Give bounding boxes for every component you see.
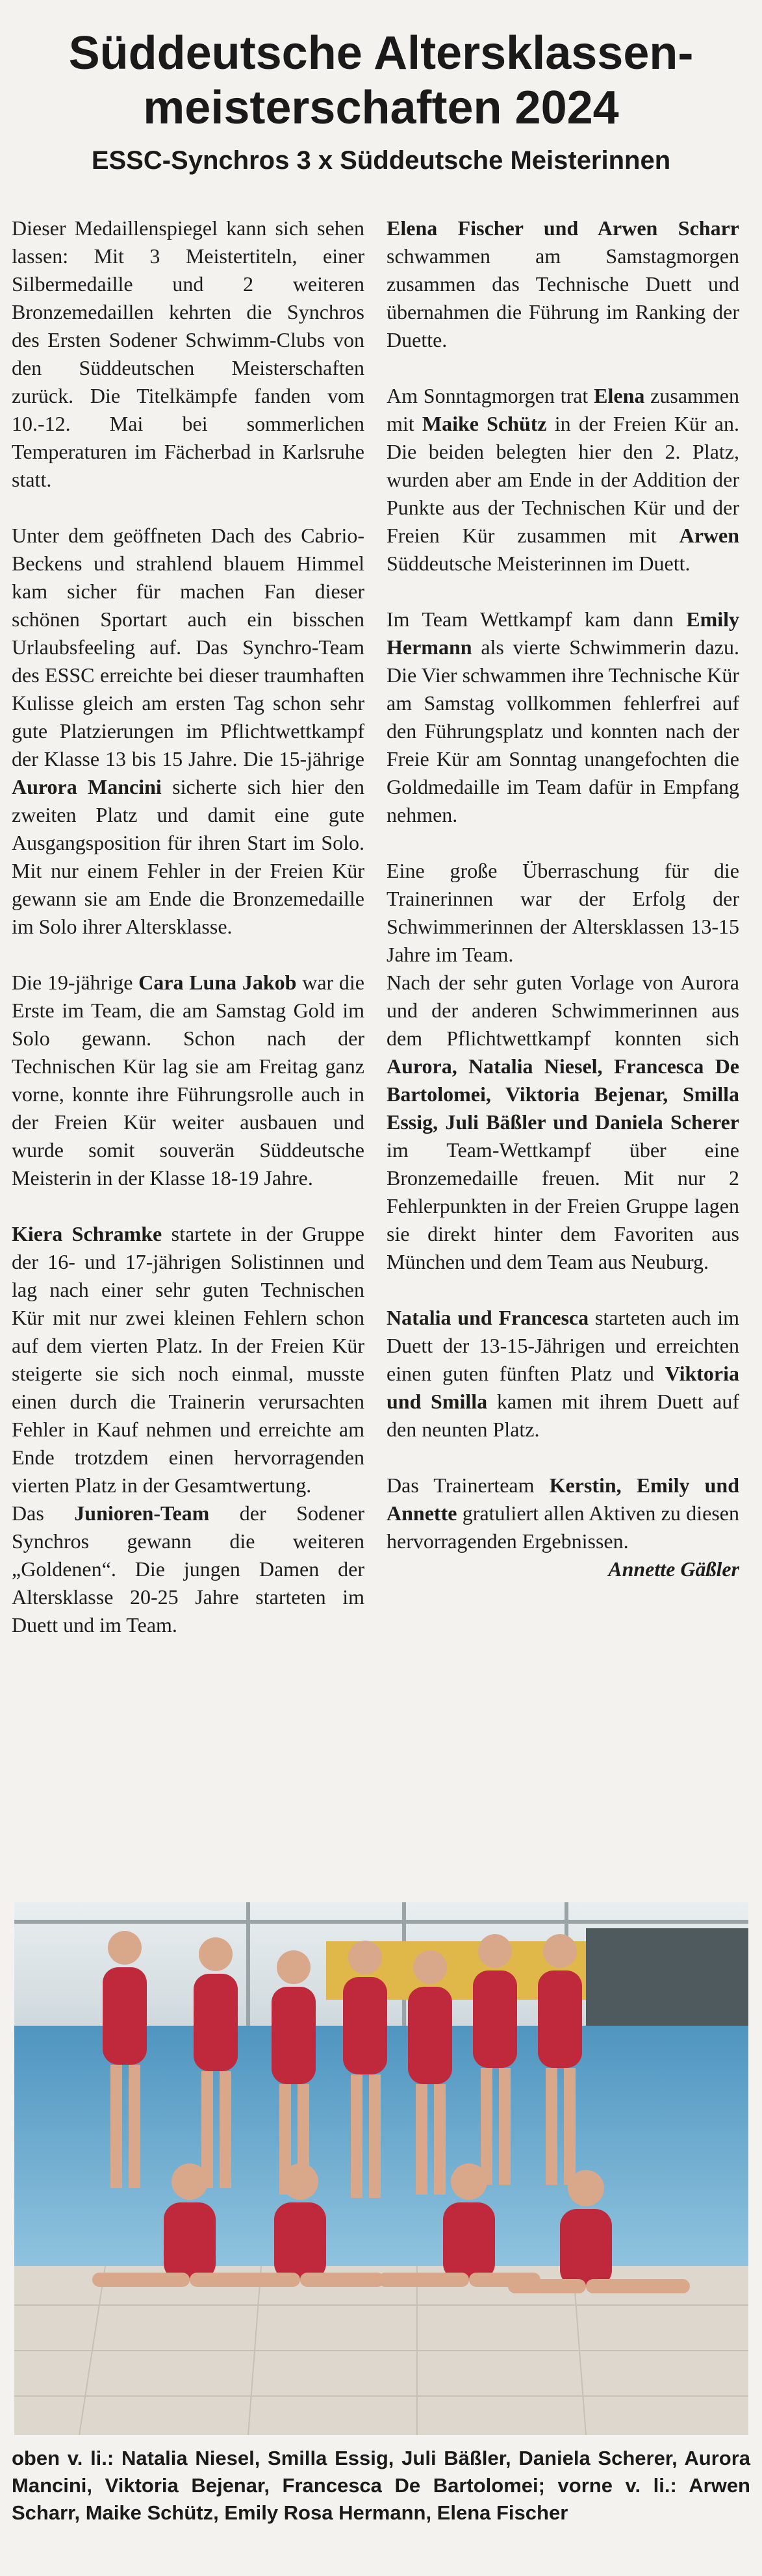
text: in der Freien Kür an. Die beiden belegten hier den 2. Platz, wurden aber am Ende in der Addition der Punkte aus der Technischen Kür und der Freien Kür zusammen mit	[387, 412, 739, 547]
text: schwammen am Samstagmorgen zusammen das Technische Duett und übernahmen die Führung im Ranking der Duette.	[387, 244, 739, 351]
text: Die 19-jährige	[12, 971, 139, 994]
text: Süddeutsche Meisterinnen im Duett.	[387, 552, 691, 575]
article-column-left	[12, 214, 364, 1639]
athlete-name: Emily Hermann	[387, 607, 739, 659]
text: starteten auch im Duett der 13-15-Jährigen und erreichten einen guten fünften Platz und	[387, 1306, 740, 1385]
athlete-name: Aurora Mancini	[12, 775, 162, 798]
paragraph-team-competition	[387, 606, 739, 829]
text: im Team-Wettkampf über eine Bronzemedaille freuen. Mit nur 2 Fehlerpunkten in der Freien Gruppe lagen sie direkt hinter dem Favoriten aus München und dem Team aus Neuburg.	[387, 1138, 739, 1273]
athlete-names: Aurora, Natalia Niesel, Francesca De Bartolomei, Viktoria Bejenar, Smilla Essig, Juli Bäßler und Daniela Scherer	[387, 1054, 739, 1134]
paragraph-young-duets	[387, 1304, 739, 1444]
paragraph-intro: Dieser Medaillenspiegel kann sich sehen lassen: Mit 3 Meistertiteln, einer Silbermedaille und 2 weiteren Bronzemedaillen kehrten die Synchros des Ersten Sodener Schwimm-Clubs von den Süddeutschen Meisterschaften zurück. Die Titelkämpfe fanden vom 10.-12. Mai bei sommerlichen Temperaturen im Fächerbad in Karlsruhe statt.	[12, 216, 364, 491]
paragraph-team-compulsory	[12, 522, 364, 941]
athlete-name: Maike Schütz	[422, 412, 547, 435]
athlete-name: Kiera Schramke	[12, 1222, 162, 1245]
team-photo	[14, 1902, 748, 2435]
athlete-name: Arwen	[679, 524, 739, 547]
paragraph-cara-luna	[12, 969, 364, 1192]
headline-line-1: Süddeutsche Altersklassen-	[68, 27, 694, 79]
headline-line-2: meisterschaften 2024	[143, 82, 619, 134]
paragraph-junior-team	[12, 1499, 364, 1639]
text: sicherte sich hier den zweiten Platz und damit eine gute Ausgangsposition für ihren Start im Solo. Mit nur einem Fehler in der Freien Kür gewann sie am Ende die Bronzemedaille im Solo ihrer Altersklasse.	[12, 775, 364, 938]
athlete-names: Natalia und Francesca	[387, 1306, 589, 1329]
text: startete in der Gruppe der 16- und 17-jährigen Solistinnen und lag nach einer sehr guten Technischen Kür mit nur zwei kleinen Fehlern schon auf dem vierten Platz. In der Freien Kür steigerte sie sich noch einmal, musste einen durch die Trainerin verursachten Fehler in Kauf nehmen und erreichte am Ende trotzdem einen hervorragenden vierten Platz in der Gesamtwertung.	[12, 1222, 365, 1497]
building-windows	[586, 1928, 748, 2026]
text: kamen mit ihrem Duett auf den neunten Platz.	[387, 1390, 740, 1441]
athlete-name: Cara Luna Jakob	[138, 971, 297, 994]
paragraph-surprise: Eine große Überraschung für die Trainerinnen war der Erfolg der Schwimmerinnen der Altersklassen 13-15 Jahre im Team.	[387, 859, 739, 966]
author-signature: Annette Gäßler	[608, 1557, 739, 1581]
paragraph-free-duet	[387, 382, 739, 578]
team-photo-illustration	[14, 1902, 748, 2435]
paragraph-technical-duet	[387, 214, 739, 354]
text: als vierte Schwimmerin dazu. Die Vier schwammen ihre Technische Kür am Samstag vollkommen fehlerfrei auf den Führungsplatz und konnten nach der Freie Kür am Sonntag unangefochten die Goldmedaille im Team dafür in Empfang nehmen.	[387, 635, 739, 826]
photo-caption: oben v. li.: Natalia Niesel, Smilla Essig, Juli Bäßler, Daniela Scherer, Aurora Mancini, Viktoria Bejenar, Francesca De Bartolomei; vorne v. li.: Arwen Scharr, Maike Schütz, Emily Rosa Hermann, Elena Fischer	[12, 2447, 750, 2524]
paragraph-congratulations	[387, 1472, 739, 1555]
text: der Sodener Synchros gewann die weiteren „Goldenen“. Die jungen Damen der Altersklasse 20-25 Jahre starteten im Duett und im Team.	[12, 1501, 365, 1637]
text: Das Trainerteam	[387, 1473, 550, 1497]
text: Unter dem geöffneten Dach des Cabrio-Beckens und strahlend blauem Himmel kam sicher für machen Fan dieser schönen Sportart auch ein bisschen Urlaubsfeeling auf. Das Synchro-Team des ESSC erreichte bei dieser traumhaften Kulisse gleich am ersten Tag schon sehr gute Platzierungen im Pflichtwettkampf der Klasse 13 bis 15 Jahre. Die 15-jährige	[12, 524, 364, 771]
text: war die Erste im Team, die am Samstag Gold im Solo gewann. Schon nach der Technischen Kür lag sie am Freitag ganz vorne, konnte ihre Führungsrolle auch in der Freien Kür weiter ausbauen und wurde somit souverän Süddeutsche Meisterin in der Klasse 18-19 Jahre.	[12, 971, 365, 1190]
text: Am Sonntagmorgen trat	[387, 384, 594, 407]
text: Nach der sehr guten Vorlage von Aurora und der anderen Schwimmerinnen aus dem Pflichtwettkampf konnten sich	[387, 971, 739, 1050]
headline	[0, 26, 762, 135]
athlete-name: Elena	[594, 384, 645, 407]
athlete-names: Elena Fischer und Arwen Scharr	[387, 216, 739, 240]
text: Im Team Wettkampf kam dann	[387, 607, 687, 631]
article-column-right	[387, 214, 739, 1583]
text: zusammen mit	[387, 384, 740, 435]
paragraph-bronze-team	[387, 969, 739, 1276]
team-name: Junioren-Team	[74, 1501, 210, 1525]
paragraph-kiera	[12, 1220, 364, 1499]
athlete-names: Viktoria und Smilla	[387, 1362, 739, 1413]
coach-names: Kerstin, Emily und Annette	[387, 1473, 740, 1525]
text: gratuliert allen Aktiven zu diesen hervorragenden Ergebnissen.	[387, 1501, 739, 1553]
text: Das	[12, 1501, 75, 1525]
subheadline: ESSC-Synchros 3 x Süddeutsche Meisterinnen	[91, 146, 671, 175]
